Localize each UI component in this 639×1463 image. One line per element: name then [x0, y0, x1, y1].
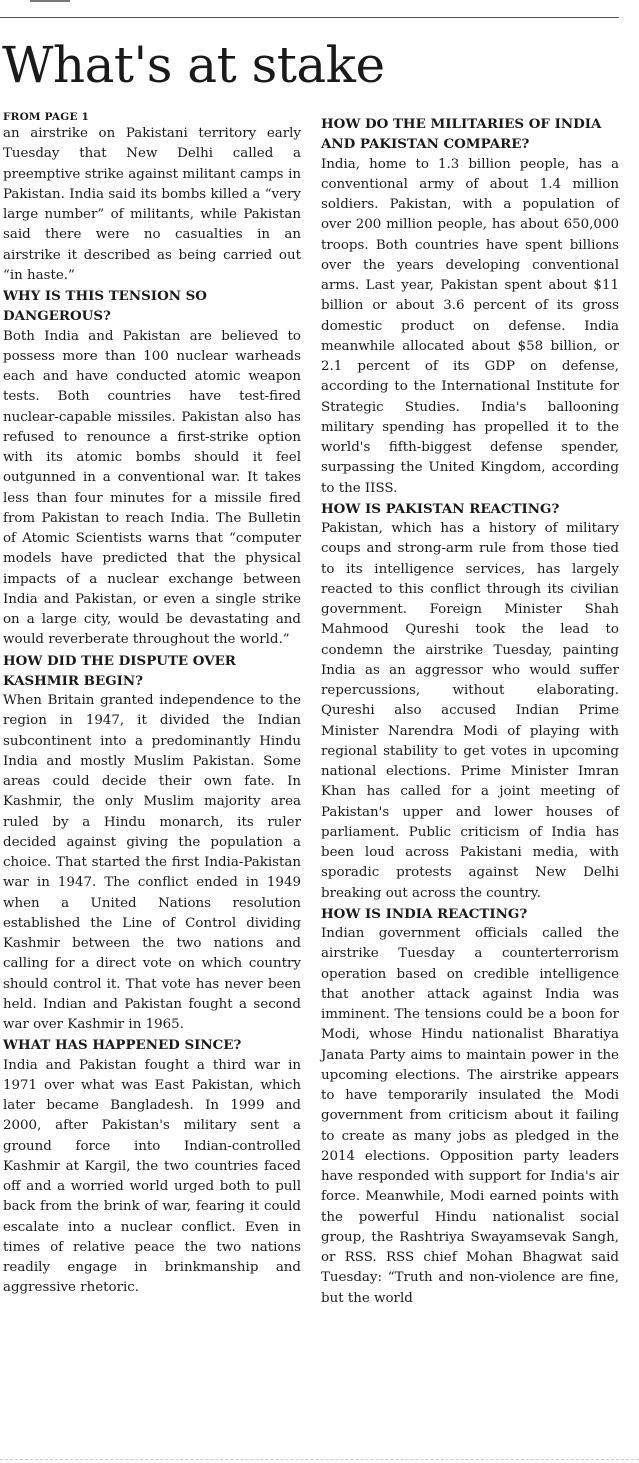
section-body-india-reacting: Indian government officials called the airstrike Tuesday a counterterrorism operation based on credible intelligence that another attack against India was imminent. The tensions could be a boon for Modi, whose Hindu nationalist Bharatiya Janata Party aims to maintain power in the upcoming elections. The airstrike appears to have temporarily insulated the Modi government from criticism about it failing to create as many jobs as pledged in the 2014 elections. Opposition party leaders have responded with support for India's air force. Meanwhile, Modi earned points with the powerful Hindu nationalist social group, the Rashtriya Swayamsevak Sangh, or RSS. RSS chief Mohan Bhagwat said Tuesday: “Truth and non-violence are fine, but the world [321, 926, 619, 1306]
section-body-militaries: India, home to 1.3 billion people, has a conventional army of about 1.4 million soldiers. Pakistan, with a population of over 200 million people, has about 650,000 troops. Both countries have spent billions over the years developing conventional arms. Last year, Pakistan spent about $11 billion or about 3.6 percent of its gross domestic product on defense. India meanwhile allocated about $58 billion, or 2.1 percent of its GDP on defense, according to the International Institute for Strategic Studies. India's ballooning military spending has propelled it to the world's fifth-biggest defense spender, surpassing the United Kingdom, according to the IISS. [321, 156, 619, 496]
section-body-tension: Both India and Pakistan are believed to possess more than 100 nuclear warheads each and have conducted atomic weapon tests. Both countries have test-fired nuclear-capable missiles. Pakistan also has refused to renounce a first-strike option with its atomic bombs should it feel outgunned in a conventional war. It takes less than four minutes for a missile fired from Pakistan to reach India. The Bulletin of Atomic Scientists warns that “computer models have predicted that the physical impacts of a nuclear exchange between India and Pakistan, or even a single strike on a large city, would be devastating and would reverberate throughout the world.” [3, 328, 301, 648]
top-fragment-mark [30, 0, 70, 2]
section-heading-kashmir: HOW DID THE DISPUTE OVER KASHMIR BEGIN? [3, 652, 236, 689]
section-heading-since: WHAT HAS HAPPENED SINCE? [3, 1037, 242, 1054]
section-heading-tension: WHY IS THIS TENSION SO DANGEROUS? [3, 288, 207, 325]
section-body-since: India and Pakistan fought a third war in 1971 over what was East Pakistan, which later became Bangladesh. In 1999 and 2000, after Pakistan's military sent a ground force into Indian-controlled Kashmir at Kargil, the two countries faced off and a worried world urged both to pull back from the brink of war, fearing it could escalate into a nuclear conflict. Even in times of relative peace the two nations readily engage in brinkmanship and aggressive rhetoric. [3, 1057, 301, 1296]
headline: What's at stake [2, 36, 385, 94]
bottom-edge [0, 1459, 639, 1460]
right-column [321, 114, 619, 1309]
section-heading-pakistan-reacting: HOW IS PAKISTAN REACTING? [321, 500, 560, 517]
header-rule [0, 17, 619, 18]
from-page-label: FROM PAGE 1 [3, 111, 90, 123]
left-column [3, 110, 301, 1299]
intro-paragraph: an airstrike on Pakistani territory early Tuesday that New Delhi called a preemptive strike against militant camps in Pakistan. India said its bombs killed a “very large number” of militants, while Pakistan said there were no casualties in an airstrike it described as being carried out “in haste.” [3, 126, 301, 283]
section-heading-militaries: HOW DO THE MILITARIES OF INDIA AND PAKISTAN COMPARE? [321, 116, 602, 153]
section-body-pakistan-reacting: Pakistan, which has a history of military coups and strong-arm rule from those tied to its intelligence services, has largely reacted to this conflict through its civilian government. Foreign Minister Shah Mahmood Qureshi took the lead to condemn the airstrike Tuesday, painting India as an aggressor who would suffer repercussions, without elaborating. Qureshi also accused Indian Prime Minister Narendra Modi of playing with regional stability to get votes in upcoming national elections. Prime Minister Imran Khan has called for a joint meeting of Pakistan's upper and lower houses of parliament. Public criticism of India has been loud across Pakistani media, with sporadic protests against New Delhi breaking out across the country. [321, 521, 619, 901]
section-heading-india-reacting: HOW IS INDIA REACTING? [321, 905, 528, 922]
section-body-kashmir: When Britain granted independence to the region in 1947, it divided the Indian subcontinent into a predominantly Hindu India and mostly Muslim Pakistan. Some areas could decide their own fate. In Kashmir, the only Muslim majority area ruled by a Hindu monarch, its ruler decided against giving the population a choice. That started the first India-Pakistan war in 1947. The conflict ended in 1949 when a United Nations resolution established the Line of Control dividing Kashmir between the two nations and calling for a direct vote on which country should control it. That vote has never been held. Indian and Pakistan fought a second war over Kashmir in 1965. [3, 693, 301, 1032]
